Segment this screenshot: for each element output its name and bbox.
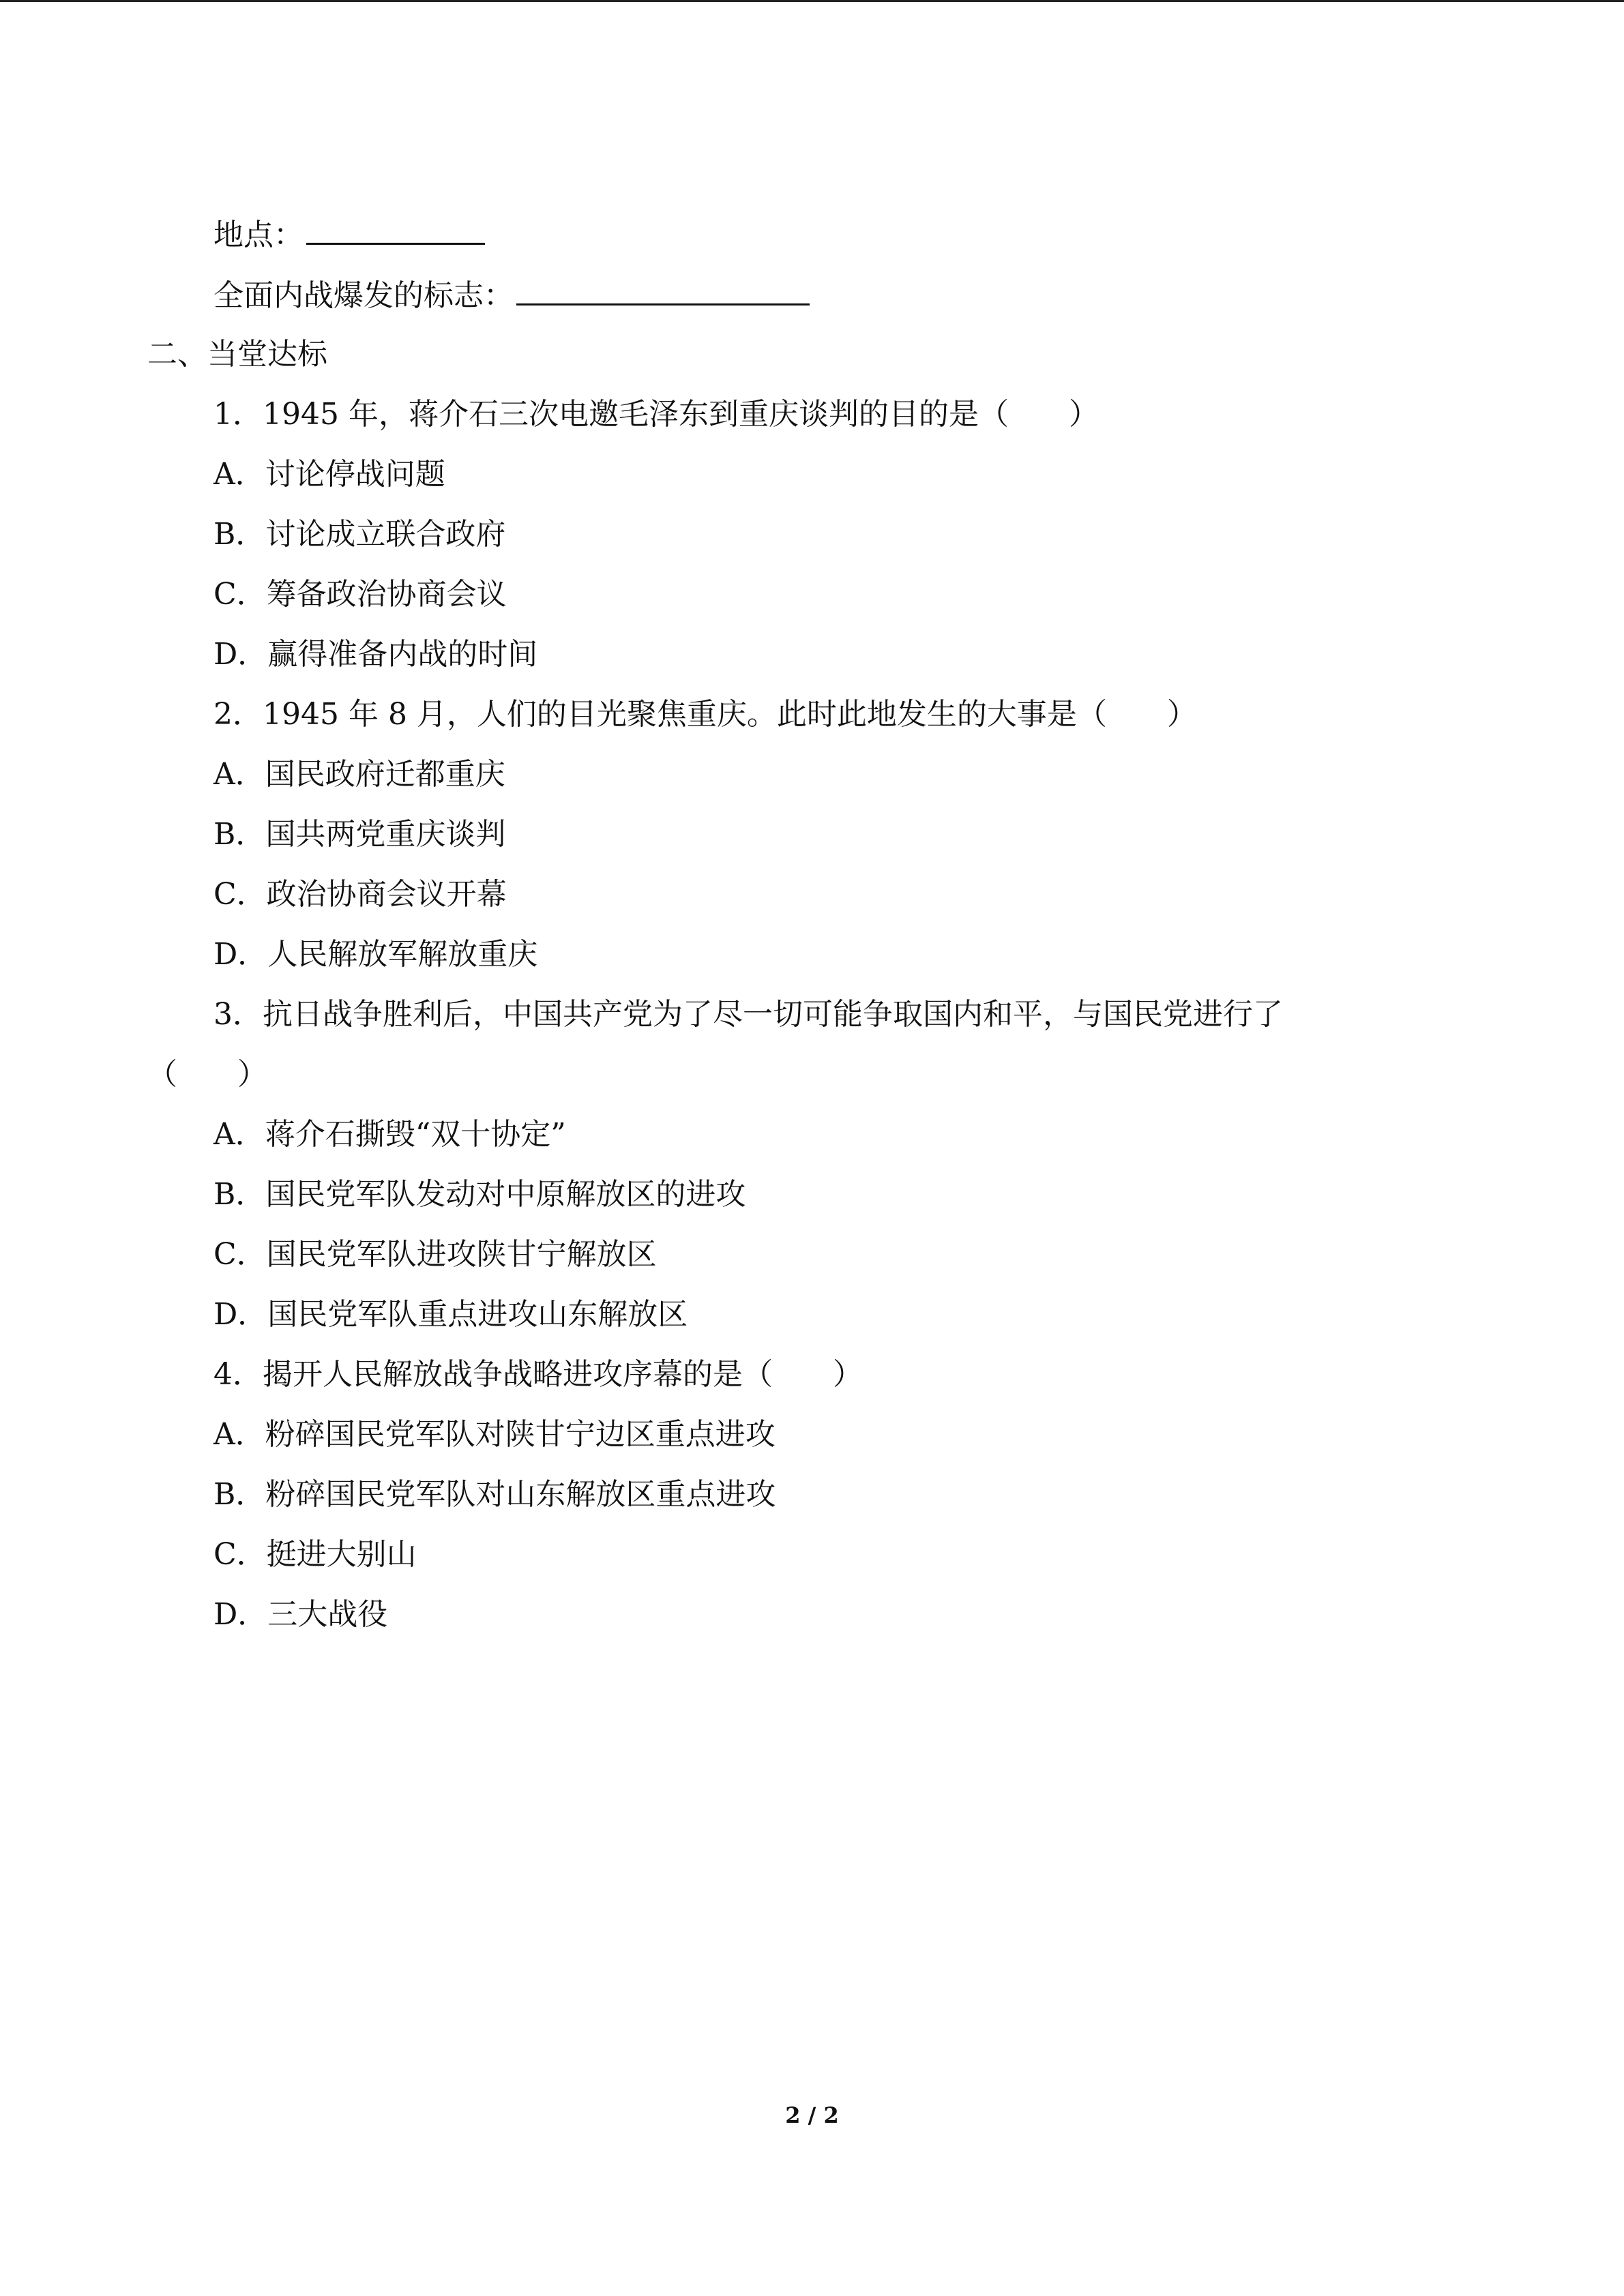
question-4-stem: 4．揭开人民解放战争战略进攻序幕的是（ ） (213, 1357, 863, 1392)
question-2-option-d: D．人民解放军解放重庆 (213, 937, 538, 972)
question-1-option-c: C．筹备政治协商会议 (213, 577, 507, 612)
question-2-option-a: A．国民政府迁都重庆 (213, 757, 505, 792)
location-label: 地点： (213, 218, 304, 252)
question-2-option-b: B．国共两党重庆谈判 (213, 817, 506, 852)
question-4-option-a: A．粉碎国民党军队对陕甘宁边区重点进攻 (213, 1417, 776, 1452)
question-2-option-c: C．政治协商会议开幕 (213, 877, 507, 912)
question-4-option-c: C．挺进大别山 (213, 1537, 417, 1572)
question-3-option-a: A．蒋介石撕毁“双十协定” (213, 1117, 566, 1152)
section-heading: 二、当堂达标 (147, 337, 327, 372)
page-number: 2 / 2 (785, 2102, 839, 2128)
question-1-stem: 1．1945 年，蒋介石三次电邀毛泽东到重庆谈判的目的是（ ） (213, 397, 1099, 432)
question-2-stem: 2．1945 年 8 月，人们的目光聚焦重庆。此时此地发生的大事是（ ） (213, 697, 1197, 732)
location-line (213, 215, 485, 254)
question-1-option-b: B．讨论成立联合政府 (213, 517, 506, 552)
question-1-option-a: A．讨论停战问题 (213, 457, 445, 492)
question-3-option-d: D．国民党军队重点进攻山东解放区 (213, 1297, 688, 1332)
question-4-option-d: D．三大战役 (213, 1597, 388, 1632)
question-3-stem: 3．抗日战争胜利后，中国共产党为了尽一切可能争取国内和平，与国民党进行了 (213, 997, 1283, 1032)
war-outbreak-blank (516, 276, 810, 305)
question-3-answer-bracket: （ ） (147, 1057, 267, 1092)
war-outbreak-label: 全面内战爆发的标志： (213, 278, 514, 313)
location-blank (306, 215, 485, 245)
top-border (0, 0, 1624, 2)
question-3-option-c: C．国民党军队进攻陕甘宁解放区 (213, 1237, 657, 1272)
war-outbreak-line (213, 276, 810, 314)
question-1-option-d: D．赢得准备内战的时间 (213, 637, 538, 672)
question-4-option-b: B．粉碎国民党军队对山东解放区重点进攻 (213, 1477, 776, 1512)
question-3-option-b: B．国民党军队发动对中原解放区的进攻 (213, 1177, 746, 1212)
